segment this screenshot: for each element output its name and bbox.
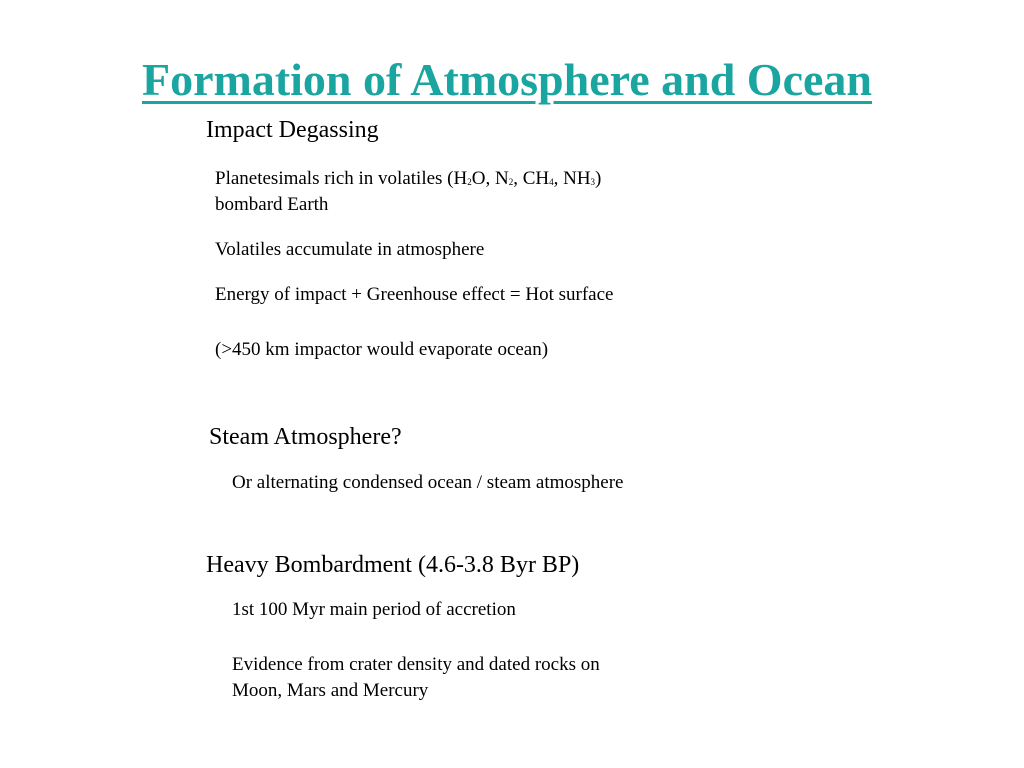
heading-impact-degassing: Impact Degassing	[206, 117, 379, 143]
slide-title-text: Formation of Atmosphere and Ocean	[141, 54, 872, 105]
heading-heavy-bombardment: Heavy Bombardment (4.6-3.8 Byr BP)	[206, 552, 580, 578]
point-planetesimals-line1: Planetesimals rich in volatiles ($H_2O$, $N_2$, $CH_4$, $NH_3$)	[215, 168, 602, 189]
point-evidence-line2: Moon, Mars and Mercury	[232, 680, 429, 701]
point-evidence-line1: Evidence from crater density and dated rocks on	[232, 654, 600, 675]
point-energy: Energy of impact + Greenhouse effect = Hot surface	[215, 284, 614, 305]
point-impactor: (>450 km impactor would evaporate ocean)	[215, 339, 549, 360]
point-alternating: Or alternating condensed ocean / steam atmosphere	[232, 472, 624, 493]
point-planetesimals	[215, 166, 601, 218]
heading-steam-atmosphere: Steam Atmosphere?	[209, 424, 402, 450]
point-accretion: 1st 100 Myr main period of accretion	[232, 599, 516, 620]
slide-title	[0, 52, 1014, 108]
point-evidence	[232, 652, 600, 704]
point-volatiles: Volatiles accumulate in atmosphere	[215, 239, 485, 260]
point-planetesimals-line2: bombard Earth	[215, 194, 329, 215]
